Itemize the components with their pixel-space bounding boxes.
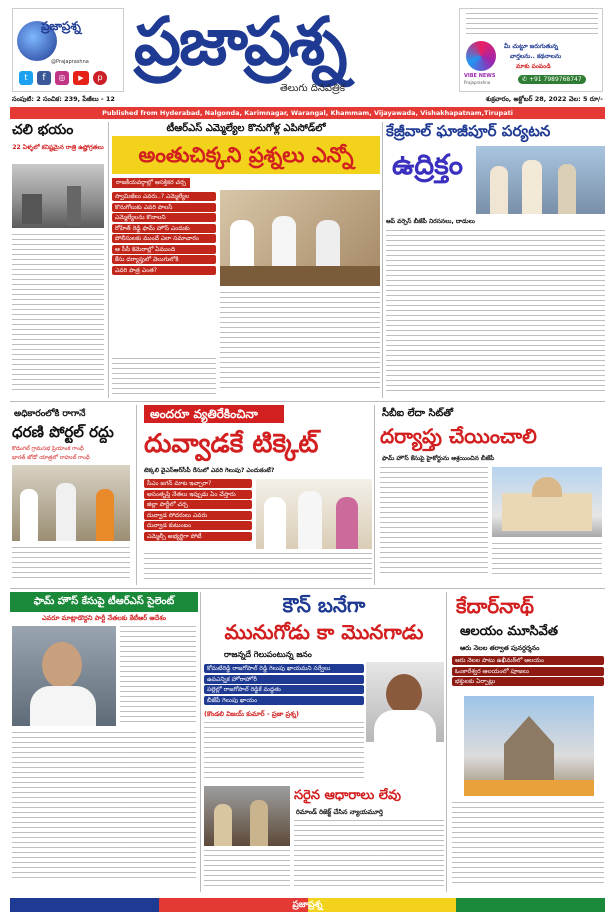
ad-line3: మాకు పంపండి	[516, 63, 551, 70]
bullet-item: ఆరు నెలల పాటు ఉఖీమఠ్‌లో ఆలయం	[452, 656, 604, 665]
story-dharani	[10, 405, 134, 585]
story-cbi-title: దర్యాప్తు చేయించాలి	[380, 424, 537, 448]
story-kedarnath-bullets	[452, 656, 604, 688]
story-silent-title: ఫామ్ హౌస్ కేసుపై టీఆర్ఎస్ సైలెంట్	[10, 592, 198, 612]
instagram-icon[interactable]: ◎	[55, 71, 69, 85]
bullet-item: ఓంకారేశ్వర ఆలయంలో పూజలు	[452, 667, 604, 676]
bullet-item: దువ్వాడ సోదరులు ఎవరు	[144, 511, 252, 520]
story-kejriwal-sub: ఉద్రిక్తం	[392, 148, 463, 181]
story-trs-tag: రాజకీయవర్గాల్లో ఆసక్తికర చర్చ	[112, 178, 190, 188]
story-duvvada	[140, 405, 372, 585]
ad-sub: Prajaprashna	[464, 80, 491, 85]
story-kejriwal-kicker: ఆప్ వర్సెస్ బీజేపీ నిరసనలు, దాడులు	[386, 218, 475, 225]
vibe-news-ad	[459, 8, 603, 92]
story-no-evidence-title: సరైన ఆధారాలు లేవు	[294, 788, 401, 803]
story-kedarnath-sub: ఆలయం మూసివేత	[460, 624, 558, 639]
ad-line2: వార్తలను.. కథనాలను	[510, 53, 562, 60]
bullet-item: ఎమ్మెల్యేలను కొనాలని	[112, 213, 216, 222]
story-munugode-body	[204, 722, 364, 782]
story-cold	[10, 122, 106, 398]
story-no-evidence	[204, 786, 444, 892]
story-silent-sub: ఎవరూ మాట్లాడొద్దని పార్టీ నేతలకు కేటీఆర్ ఆదేశం	[41, 614, 167, 622]
story-duvvada-kicker: అందరూ వ్యతిరేకించినా	[144, 405, 284, 423]
published-bar: Published from Hyderabad, Nalgonda, Karimnagar, Warangal, Khammam, Vijayawada, Vishakhapatnam,Tirupati	[10, 107, 605, 119]
story-duvvada-tag: టెక్కలి వైఎస్ఆర్‌సీపీ రేసులో ఎవరి గెలుపు? ఎందుకంటే?	[144, 467, 275, 474]
ktr-photo	[12, 626, 116, 726]
bullet-item: కేసు దర్యాప్తులో వెలుగులోకి	[112, 255, 216, 264]
rajagopal-photo	[366, 662, 444, 742]
story-cbi-body	[380, 467, 488, 577]
bullet-item: స్వామిజీలు ఎవరు..? ఎమ్మెల్యేల	[112, 192, 216, 201]
bullet-item: ఆ సీసీ కెమెరాల్లో ఏముంది	[112, 245, 216, 254]
bullet-item: ఉపఎన్నిక హోరాహోరీ	[204, 675, 364, 684]
social-icons	[19, 71, 107, 85]
issue-info: సంపుటి: 2 సంచిక: 239, పేజీలు - 12	[12, 95, 115, 103]
small-logo: ప్రజాప్రశ్న	[41, 19, 81, 33]
bullet-item: బీజేపీ గెలుపు ఖాయం	[204, 696, 364, 705]
bullet-item: రోహిత్ రెడ్డి ఫామ్ హౌస్ ఎందుకు	[112, 224, 216, 233]
ad-phone	[518, 75, 586, 84]
story-trs-mla	[112, 122, 380, 398]
story-dharani-kicker: అధికారంలోకి రాగానే	[14, 409, 86, 419]
story-dharani-b2: భారత్ జోడో యాత్రలో రాహుల్ గాంధీ	[12, 455, 90, 461]
story-duvvada-title: దువ్వాడకే టిక్కెట్	[144, 429, 319, 459]
story-silent-body-right	[120, 626, 196, 726]
story-dharani-title: ధరణి పోర్టల్ రద్దు	[12, 423, 114, 441]
bullet-item: దువ్వాడ కుటుంబం	[144, 521, 252, 530]
bullet-item: సీఎం జగన్ మాట ఇచ్చారా?	[144, 479, 252, 488]
story-kedarnath-title: కేదార్‌నాథ్	[456, 594, 534, 618]
story-dharani-b1: కొడంగల్ గ్రామసభ ప్రియాంక గాంధీ	[12, 446, 84, 452]
bullet-item: అసంతృప్తి నేతలు ఇప్పుడు ఏం చేస్తారు	[144, 490, 252, 499]
ad-line1: మీ చుట్టూ జరుగుతున్న	[504, 43, 559, 50]
rahul-yatra-photo	[12, 465, 130, 541]
story-dharani-body	[12, 547, 130, 581]
ad-logo: VIBE NEWS	[464, 73, 496, 79]
story-munugode-tag: రాజన్నదే గెలుపంటున్న జనం	[224, 650, 312, 659]
bullet-item: ఎమ్మెల్సీ అభ్యర్థిగా పోటీ	[144, 532, 252, 541]
story-cbi-tag: ఫామ్ హౌస్ కేసుపై హైకోర్టును ఆశ్రయించిన బీజేపీ	[382, 455, 495, 462]
masthead-title: ప్రజాప్రశ్న	[134, 3, 346, 80]
bullet-item: కోమటిరెడ్డి రాజగోపాల్ రెడ్డి గెలుపు ఖాయమని సర్వేలు	[204, 664, 364, 673]
story-trs-title: అంతుచిక్కని ప్రశ్నలు ఎన్నో	[112, 136, 380, 174]
story-trs-body-left	[112, 358, 216, 394]
story-kejriwal-body	[386, 230, 605, 394]
social-handle: @Prajaprashna	[51, 59, 89, 65]
pinterest-icon[interactable]: p	[93, 71, 107, 85]
story-cbi-kicker: సీబీఐ లేదా సిట్‌తో	[382, 408, 453, 419]
bullet-item: పోలీసులకు ముందే ఎలా సమాచారం	[112, 234, 216, 243]
story-kejriwal	[386, 122, 605, 398]
story-kejriwal-title: కేజ్రీవాల్ ఘాజీపూర్ పర్యటన	[386, 122, 551, 140]
story-duvvada-body	[144, 553, 372, 581]
bullet-item: ఎవరి పాత్ర ఎంత?	[112, 266, 216, 275]
bullet-item: జిల్లా పార్టీలో చర్చ	[144, 500, 252, 509]
story-kedarnath-note: ఆరు నెలల తర్వాత పునర్దర్శనం	[460, 644, 540, 652]
footer-brand: ప్రజాప్రశ్న	[292, 900, 323, 910]
story-cold-title: చలి భయం	[12, 122, 74, 138]
whatsapp-icon: ✆	[522, 76, 528, 83]
kejriwal-photo	[476, 146, 605, 214]
masthead	[0, 0, 615, 110]
story-kedarnath	[450, 592, 605, 892]
footer-bar	[10, 898, 605, 912]
story-trs-silent	[10, 592, 198, 892]
story-cbi	[378, 405, 605, 585]
vibe-logo-icon	[466, 41, 496, 71]
twitter-icon[interactable]: t	[19, 71, 33, 85]
mla-meeting-photo	[220, 190, 380, 286]
bullet-item: భక్తులకు ఏర్పాట్లు	[452, 677, 604, 686]
story-no-evidence-sub: రిమాండ్ రిజెక్ట్ చేసిన న్యాయమూర్తి	[296, 808, 383, 816]
story-no-evidence-body	[294, 820, 444, 886]
story-munugode-title2: మునుగోడు కా మొనగాడు	[224, 620, 424, 644]
story-trs-body	[220, 292, 380, 392]
story-munugode-title1: కౌన్ బనేగా	[282, 593, 366, 617]
bullet-item: పల్లెల్లో రాజగోపాల్ రెడ్డికే మద్దతు	[204, 685, 364, 694]
high-court-photo	[492, 467, 602, 537]
bullet-item: కొనుగోలుకు ఎవరి పాలసీ	[112, 203, 216, 212]
info-strip	[10, 95, 605, 107]
masthead-tagline: తెలుగు దినపత్రిక	[280, 83, 346, 94]
duvvada-photo	[256, 479, 372, 549]
story-trs-bullets	[112, 192, 216, 276]
masthead-left-box	[12, 8, 124, 92]
facebook-icon[interactable]: f	[37, 71, 51, 85]
kedarnath-temple-photo	[464, 696, 594, 796]
story-silent-body	[12, 732, 196, 882]
fog-photo	[12, 164, 104, 228]
youtube-icon[interactable]: ▶	[73, 71, 89, 85]
story-trs-kicker: టీఆర్ఎస్ ఎమ్మెల్యేల కొనుగోళ్ల ఎపిసోడ్‌లో	[166, 123, 326, 134]
story-munugode-byline: (కొండలి విజయ్ కుమార్ - ప్రజా ప్రశ్న)	[204, 710, 299, 718]
story-munugode-bullets	[204, 664, 364, 706]
story-cold-body	[12, 234, 104, 394]
story-cold-sub: 22 ఏళ్ళలో కనిష్టమైన రాత్రి ఉష్ణోగ్రతలు	[12, 144, 104, 151]
date-price: శుక్రవారం, అక్టోబర్ 28, 2022 వెల: 5 రూ/-	[485, 95, 603, 103]
story-duvvada-bullets	[144, 479, 252, 542]
police-photo	[204, 786, 290, 846]
story-kedarnath-body	[452, 802, 604, 886]
ad-phone-number: +91 7989768747	[528, 76, 582, 83]
